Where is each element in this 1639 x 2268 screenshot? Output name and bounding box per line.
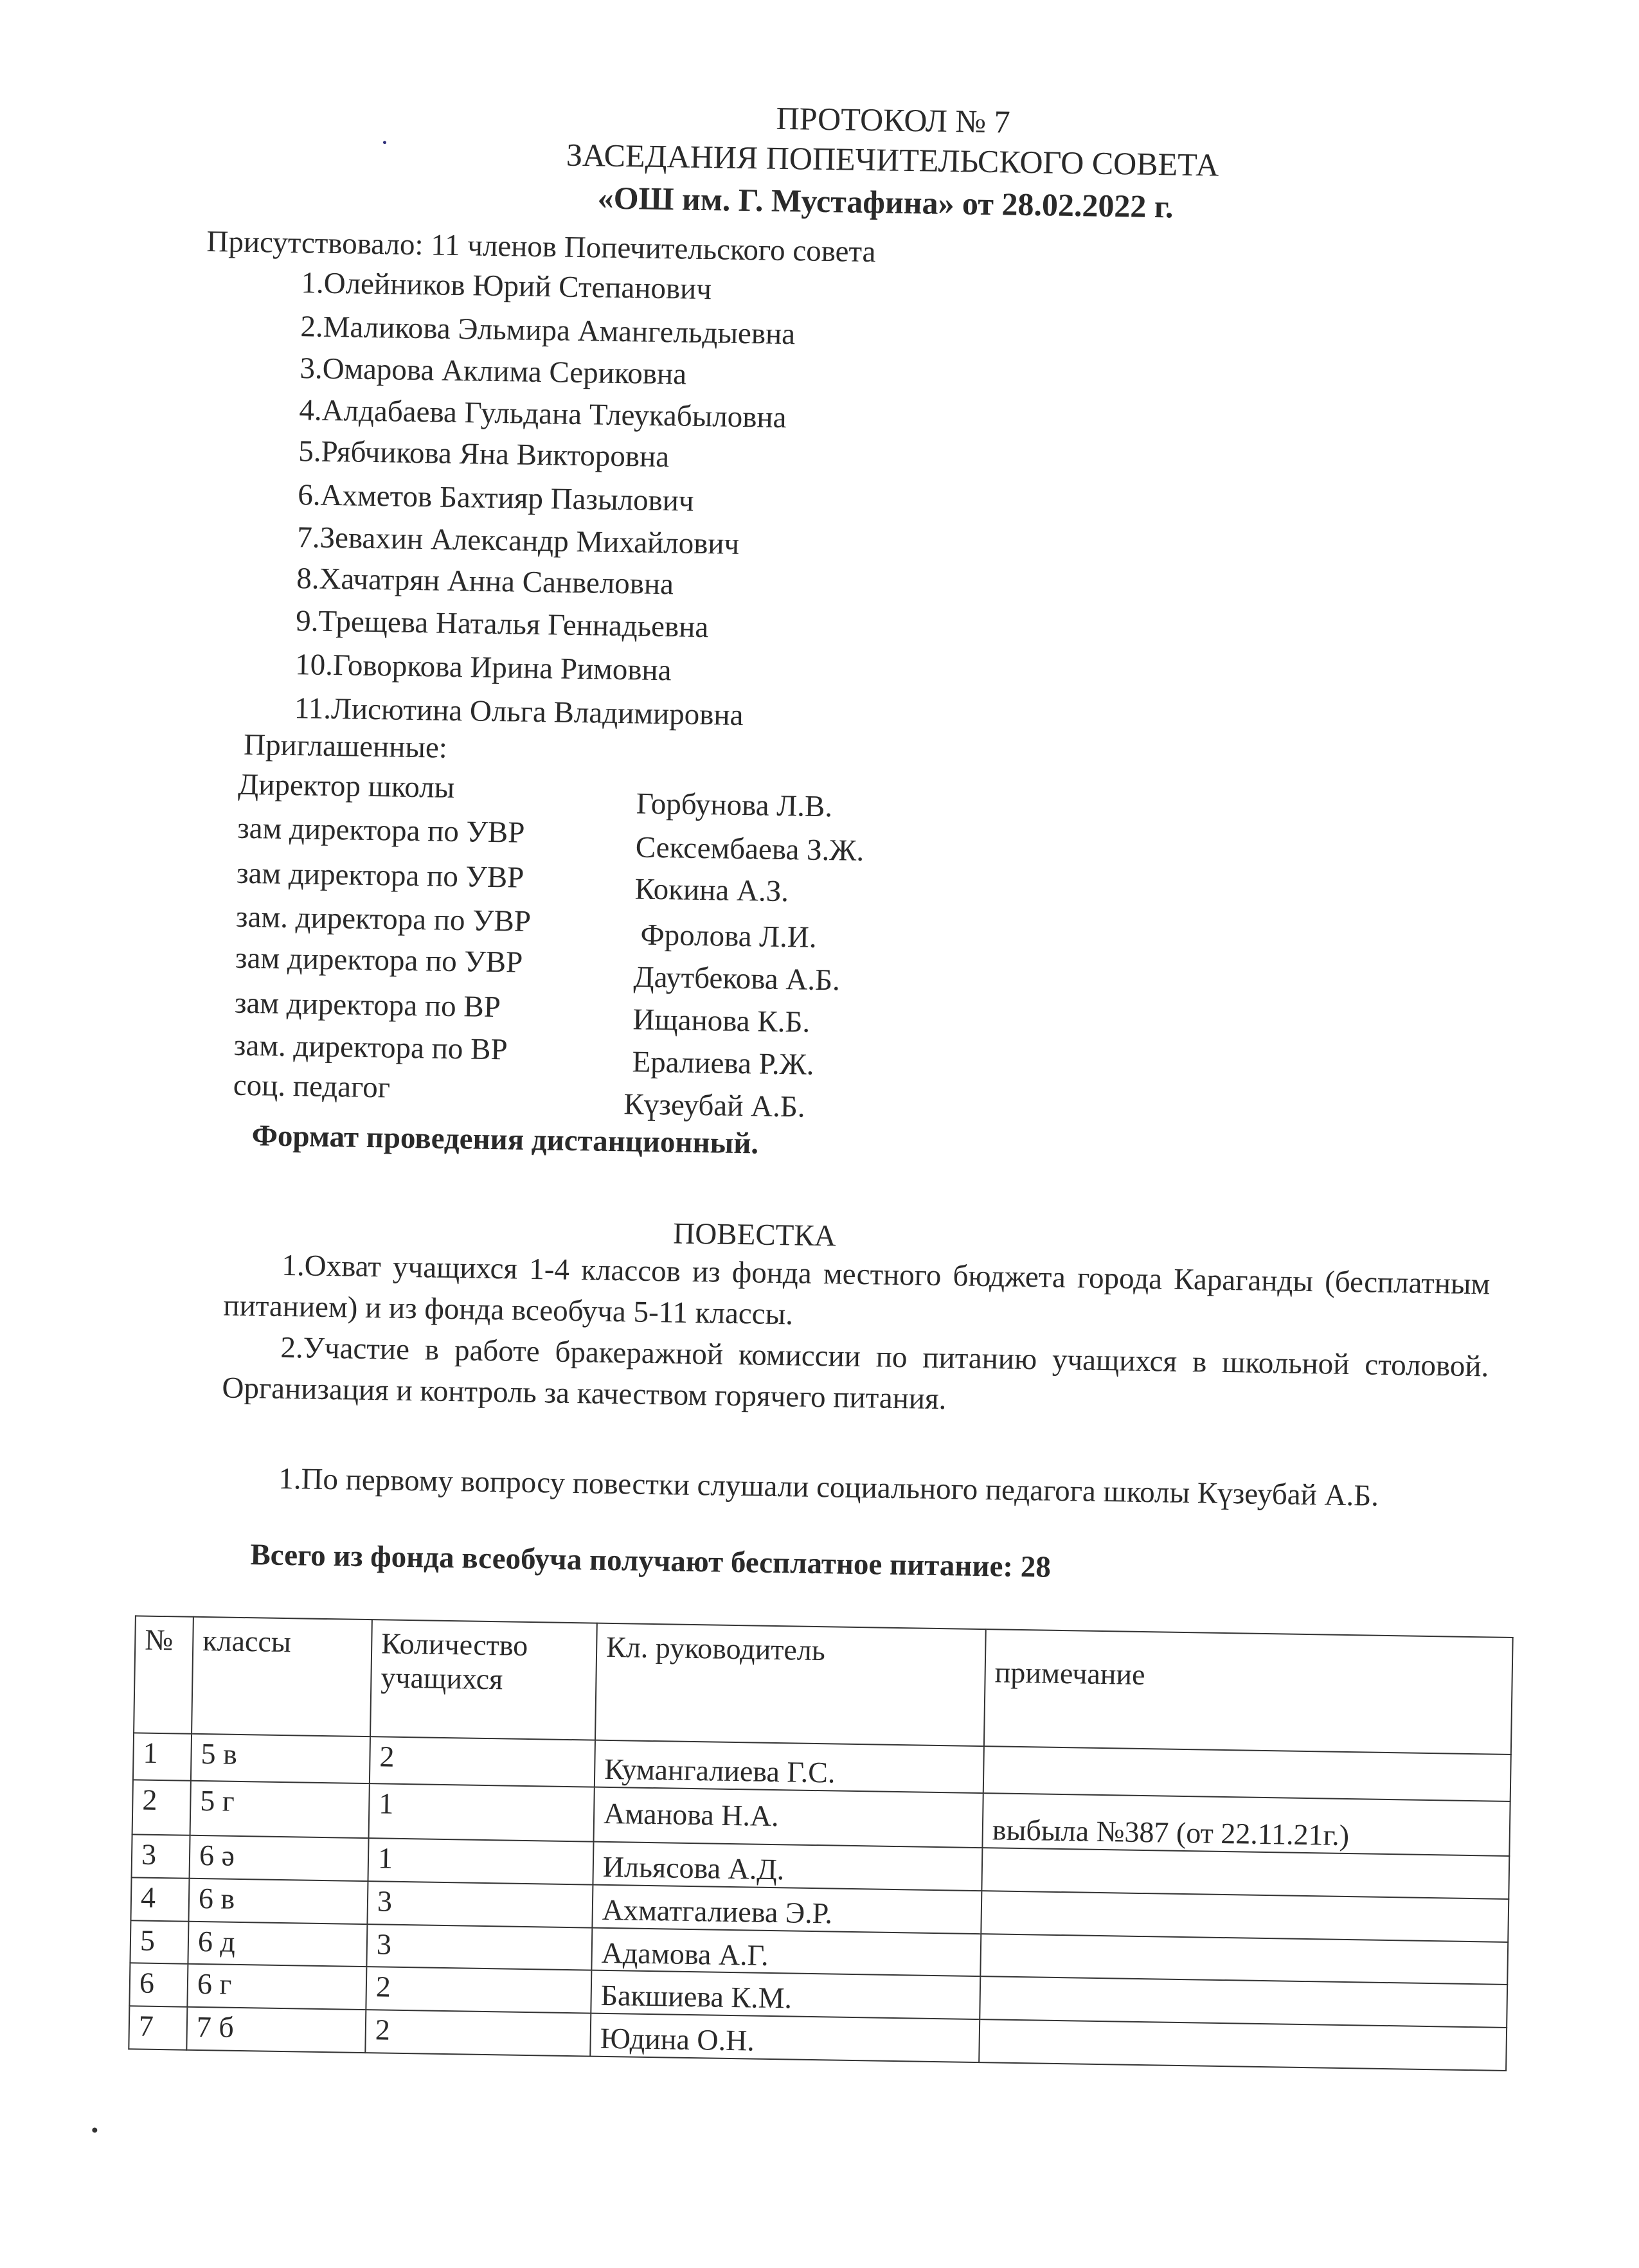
member-item: 9.Трещева Наталья Геннадьевна [295,604,709,645]
cell-count: 2 [365,2010,591,2056]
invited-name: Даутбекова А.Б. [633,960,841,997]
agenda-item: 2.Участие в работе бракеражной комиссии по питанию учащихся в школьной столовой. Организация и контроль за качеством горячего питания. [222,1330,1489,1416]
cell-count: 2 [370,1737,595,1787]
attendance-label: Присутствовало: 11 членов Попечительского совета [206,224,876,269]
invited-role: Директор школы [237,767,455,805]
cell-count: 2 [366,1967,591,2014]
council-title: ЗАСЕДАНИЯ ПОПЕЧИТЕЛЬСКОГО СОВЕТА [566,136,1219,183]
cell-note [981,1848,1509,1899]
cell-note [979,2019,1507,2071]
cell-teacher: Бакшиева К.М. [591,1970,980,2019]
discussion-item: 1.По первому вопросу повестки слушали социального педагога школы Күзеубай А.Б. [278,1461,1379,1513]
protocol-title: ПРОТОКОЛ № 7 [776,100,1011,140]
member-item: 10.Говоркова Ирина Римовна [294,648,672,688]
cell-number: 6 [129,1963,188,2007]
free-meals-table [128,1615,1513,2071]
cell-note [981,1891,1509,1942]
cell-class: 6 в [188,1878,368,1924]
member-item: 7.Зевахин Александр Михайлович [296,521,740,561]
cell-teacher: Юдина О.Н. [590,2014,980,2062]
invited-role: зам. директора по ВР [233,1028,508,1067]
invited-name: Сексембаева З.Ж. [635,830,864,868]
cell-class: 5 г [190,1781,370,1838]
invited-role: зам директора по УВР [235,941,523,979]
invited-label: Приглашенные: [243,728,448,765]
member-item: 11.Лисютина Ольга Владимировна [294,692,744,733]
col-header-teacher: Кл. руководитель [595,1623,986,1746]
table-header-row [134,1616,1513,1755]
cell-number: 4 [130,1877,189,1921]
invited-role: зам директора по УВР [237,811,525,850]
col-header-count: Количество учащихся [370,1620,597,1740]
cell-teacher: Кумангалиева Г.С. [595,1740,984,1793]
school-date-title: «ОШ им. Г. Мустафина» от 28.02.2022 г. [597,179,1174,225]
cell-note [980,1977,1507,2028]
cell-class: 6 г [187,1964,366,2010]
cell-number: 2 [132,1780,191,1835]
cell-count: 3 [367,1881,593,1927]
cell-note: выбыла №387 (от 22.11.21г.) [982,1793,1510,1856]
cell-teacher: Ахматгалиева Э.Р. [592,1884,981,1933]
cell-teacher: Адамова А.Г. [591,1927,981,1976]
invited-role: зам директора по УВР [236,856,524,895]
cell-number: 3 [132,1834,190,1878]
cell-count: 3 [366,1924,592,1970]
col-header-class: классы [192,1617,372,1737]
invited-name: Күзеубай А.Б. [623,1087,805,1124]
cell-class: 6 ә [190,1835,369,1881]
col-header-note: примечание [984,1629,1513,1755]
cell-class: 6 д [188,1921,367,1967]
member-item: 3.Омарова Аклима Сериковна [300,352,687,391]
invited-role: соц. педагог [233,1068,391,1105]
cell-number: 5 [130,1920,188,1964]
member-item: 4.Алдабаева Гульдана Тлеукабыловна [299,393,787,435]
member-item: 6.Ахметов Бахтияр Пазылович [297,478,694,518]
col-header-number: № [134,1616,193,1733]
cell-teacher: Ильясова А.Д. [593,1841,982,1890]
invited-role: зам. директора по УВР [235,900,532,938]
cell-count: 1 [369,1783,595,1841]
cell-count: 1 [368,1838,593,1884]
invited-name: Горбунова Л.В. [636,787,833,824]
cell-note [980,1934,1508,1985]
invited-name: Фролова Л.И. [640,918,818,954]
cell-class: 5 в [191,1734,370,1783]
agenda-heading: ПОВЕСТКА [672,1217,837,1253]
total-free-meals: Всего из фонда всеобуча получают бесплатное питание: 28 [250,1538,1052,1584]
agenda-item: 1.Охват учащихся 1-4 классов из фонда местного бюджета города Караганды (бесплатным питанием) и из фонда всеобуча 5-11 классы. [223,1248,1491,1332]
cell-class: 7 б [186,2007,366,2053]
scan-speck [92,2127,97,2132]
format-note: Формат проведения дистанционный. [251,1119,759,1161]
cell-number: 7 [129,2006,187,2050]
member-item: 1.Олейников Юрий Степанович [301,266,712,307]
member-item: 8.Хачатрян Анна Санвеловна [296,562,674,602]
cell-note [983,1746,1511,1801]
member-item: 5.Рябчикова Яна Викторовна [298,434,670,474]
invited-name: Кокина А.З. [634,872,789,909]
invited-name: Ералиева Р.Ж. [632,1045,814,1082]
cell-teacher: Аманова Н.А. [593,1787,983,1848]
member-item: 2.Маликова Эльмира Амангельдыевна [300,310,796,352]
invited-role: зам директора по ВР [234,986,501,1024]
invited-name: Ищанова К.Б. [632,1003,811,1039]
cell-number: 1 [133,1733,192,1780]
